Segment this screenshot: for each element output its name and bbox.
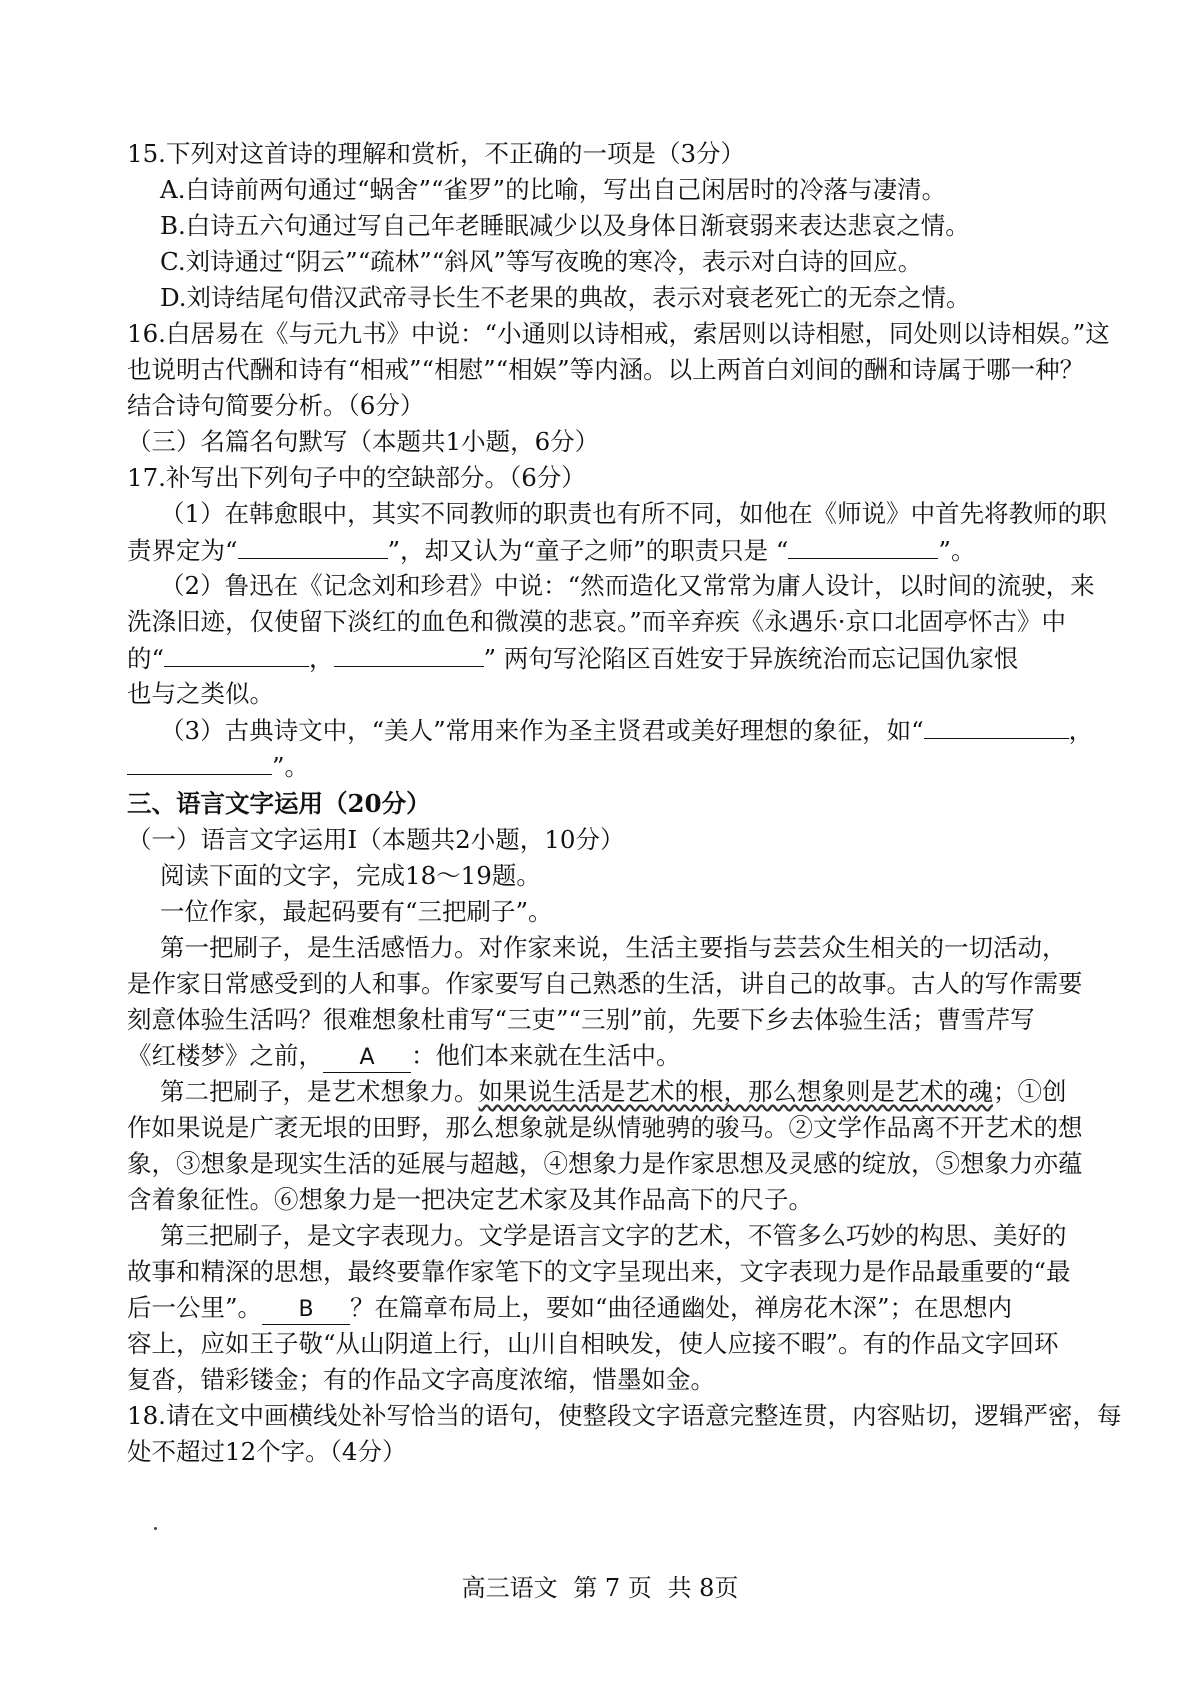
- question-15-option-c: C.刘诗通过“阴云”“疏林”“斜风”等写夜晚的寒冷，表示对白诗的回应。: [160, 247, 923, 276]
- question-17-part-2-line-2: 洗涤旧迹，仅使留下淡红的血色和微漠的悲哀。”而辛弃疾《永遇乐·京口北固亭怀古》中: [127, 607, 1067, 636]
- text-fragment: 《红楼梦》之前，: [127, 1041, 323, 1070]
- question-17-stem: 17.补写出下列句子中的空缺部分。（6分）: [127, 463, 586, 492]
- passage-paragraph-1-line-2: 是作家日常感受到的人和事。作家要写自己熟悉的生活，讲自己的故事。古人的写作需要: [127, 969, 1083, 998]
- text-fragment: ：他们本来就在生活中。: [411, 1041, 681, 1070]
- passage-paragraph-2-line-3: 象，③想象是现实生活的延展与超越，④想象力是作家思想及灵感的绽放，⑤想象力亦蕴: [127, 1149, 1083, 1178]
- text-fragment: ”，却又认为“童子之师”的职责只是 “: [387, 536, 789, 565]
- question-17-part-2-line-3: [127, 640, 1053, 676]
- question-16-line-1: 16.白居易在《与元九书》中说：“小通则以诗相戒，索居则以诗相慰，同处则以诗相娱。”这: [127, 319, 1110, 348]
- text-fragment: ”。: [272, 752, 310, 781]
- passage-paragraph-3-line-5: 复沓，错彩镂金；有的作品文字高度浓缩，惜墨如金。: [127, 1365, 715, 1394]
- question-17-part-2-line-1: （2）鲁迅在《记念刘和珍君》中说：“然而造化又常常为庸人设计，以时间的流驶，来: [160, 571, 1095, 600]
- text-fragment: （3）古典诗文中，“美人”常用来作为圣主贤君或美好理想的象征，如“: [160, 716, 924, 745]
- fill-blank[interactable]: [164, 640, 309, 667]
- part-3-heading: 三、语言文字运用（20分）: [127, 789, 431, 818]
- fill-blank[interactable]: [334, 640, 484, 667]
- question-16-line-2: 也说明古代酬和诗有“相戒”“相慰”“相娱”等内涵。以上两首白刘间的酬和诗属于哪一种？: [127, 355, 1085, 384]
- text-fragment: 责界定为“: [127, 536, 238, 565]
- text-fragment: ” 两句写沦陷区百姓安于异族统治而忘记国仇家恨: [483, 644, 1019, 673]
- footer-subject: 高三语文: [461, 1574, 558, 1602]
- question-17-part-3-line-2: [127, 748, 1053, 784]
- wavy-underlined-sentence: 如果说生活是艺术的根，那么想象则是艺术的魂: [478, 1077, 993, 1106]
- question-15-stem: 15.下列对这首诗的理解和赏析，不正确的一项是（3分）: [127, 139, 746, 168]
- question-17-part-2-line-4: 也与之类似。: [127, 679, 274, 708]
- page-footer: [0, 1571, 1200, 1605]
- passage-paragraph-1-line-3: 刻意体验生活吗？很难想象杜甫写“三吏”“三别”前，先要下乡去体验生活；曹雪芹写: [127, 1005, 1035, 1034]
- question-18-line-2: 处不超过12个字。（4分）: [127, 1437, 407, 1466]
- passage-paragraph-3-line-1: 第三把刷子，是文字表现力。文学是语言文字的艺术，不管多么巧妙的构思、美好的: [160, 1221, 1067, 1250]
- passage-paragraph-1-line-1: 第一把刷子，是生活感悟力。对作家来说，生活主要指与芸芸众生相关的一切活动，: [160, 933, 1067, 962]
- passage-paragraph-0: 一位作家，最起码要有“三把刷子”。: [160, 897, 553, 926]
- question-17-part-1-line-2: [127, 532, 1053, 568]
- fill-blank[interactable]: [924, 712, 1069, 739]
- part-3-subheading: （一）语言文字运用Ⅰ（本题共2小题，10分）: [127, 825, 625, 854]
- question-15-option-a: A.白诗前两句通过“蜗舍”“雀罗”的比喻，写出自己闲居时的冷落与凄清。: [160, 175, 947, 204]
- passage-paragraph-1-line-4: [127, 1038, 1053, 1074]
- question-18-line-1: 18.请在文中画横线处补写恰当的语句，使整段文字语意完整连贯，内容贴切，逻辑严密，每: [127, 1401, 1122, 1430]
- fill-blank[interactable]: [238, 532, 388, 559]
- footer-page-number: 第 7 页: [573, 1574, 652, 1602]
- fill-blank[interactable]: [127, 748, 272, 775]
- question-16-line-3: 结合诗句简要分析。（6分）: [127, 391, 425, 420]
- text-fragment: 第二把刷子，是艺术想象力。: [160, 1077, 479, 1106]
- blank-a[interactable]: A: [323, 1044, 411, 1073]
- question-17-part-3-line-1: [160, 712, 1094, 748]
- text-fragment: ，: [309, 644, 334, 673]
- passage-paragraph-3-line-4: 容上，应如王子敬“从山阴道上行，山川自相映发，使人应接不暇”。有的作品文字回环: [127, 1329, 1059, 1358]
- question-15-option-d: D.刘诗结尾句借汉武帝寻长生不老果的典故，表示对衰老死亡的无奈之情。: [160, 283, 971, 312]
- passage-intro: 阅读下面的文字，完成18～19题。: [160, 861, 541, 890]
- text-fragment: 后一公里”。: [127, 1293, 263, 1322]
- question-15-option-b: B.白诗五六句通过写自己年老睡眠减少以及身体日渐衰弱来表达悲哀之情。: [160, 211, 970, 240]
- scan-speck: [154, 1527, 157, 1530]
- text-fragment: ”。: [938, 536, 976, 565]
- footer-total-pages: 共 8页: [667, 1574, 739, 1602]
- text-fragment: ；①创: [993, 1077, 1067, 1106]
- passage-paragraph-3-line-3: [127, 1290, 1053, 1326]
- passage-paragraph-3-line-2: 故事和精深的思想，最终要靠作家笔下的文字呈现出来，文字表现力是作品最重要的“最: [127, 1257, 1071, 1286]
- blank-b[interactable]: B: [262, 1296, 350, 1325]
- text-fragment: ，: [1068, 716, 1094, 745]
- fill-blank[interactable]: [788, 532, 938, 559]
- question-17-part-1-line-1: （1）在韩愈眼中，其实不同教师的职责也有所不同，如他在《师说》中首先将教师的职: [160, 499, 1107, 528]
- passage-paragraph-2-line-4: 含着象征性。⑥想象力是一把决定艺术家及其作品高下的尺子。: [127, 1185, 813, 1214]
- passage-paragraph-2-line-2: 作如果说是广袤无垠的田野，那么想象就是纵情驰骋的骏马。②文学作品离不开艺术的想: [127, 1113, 1083, 1142]
- text-fragment: 的“: [127, 644, 165, 673]
- section-3-heading: （三）名篇名句默写（本题共1小题，6分）: [127, 427, 600, 456]
- passage-paragraph-2-line-1: [160, 1074, 1067, 1110]
- text-fragment: ？在篇章布局上，要如“曲径通幽处，禅房花木深”；在思想内: [350, 1293, 1013, 1322]
